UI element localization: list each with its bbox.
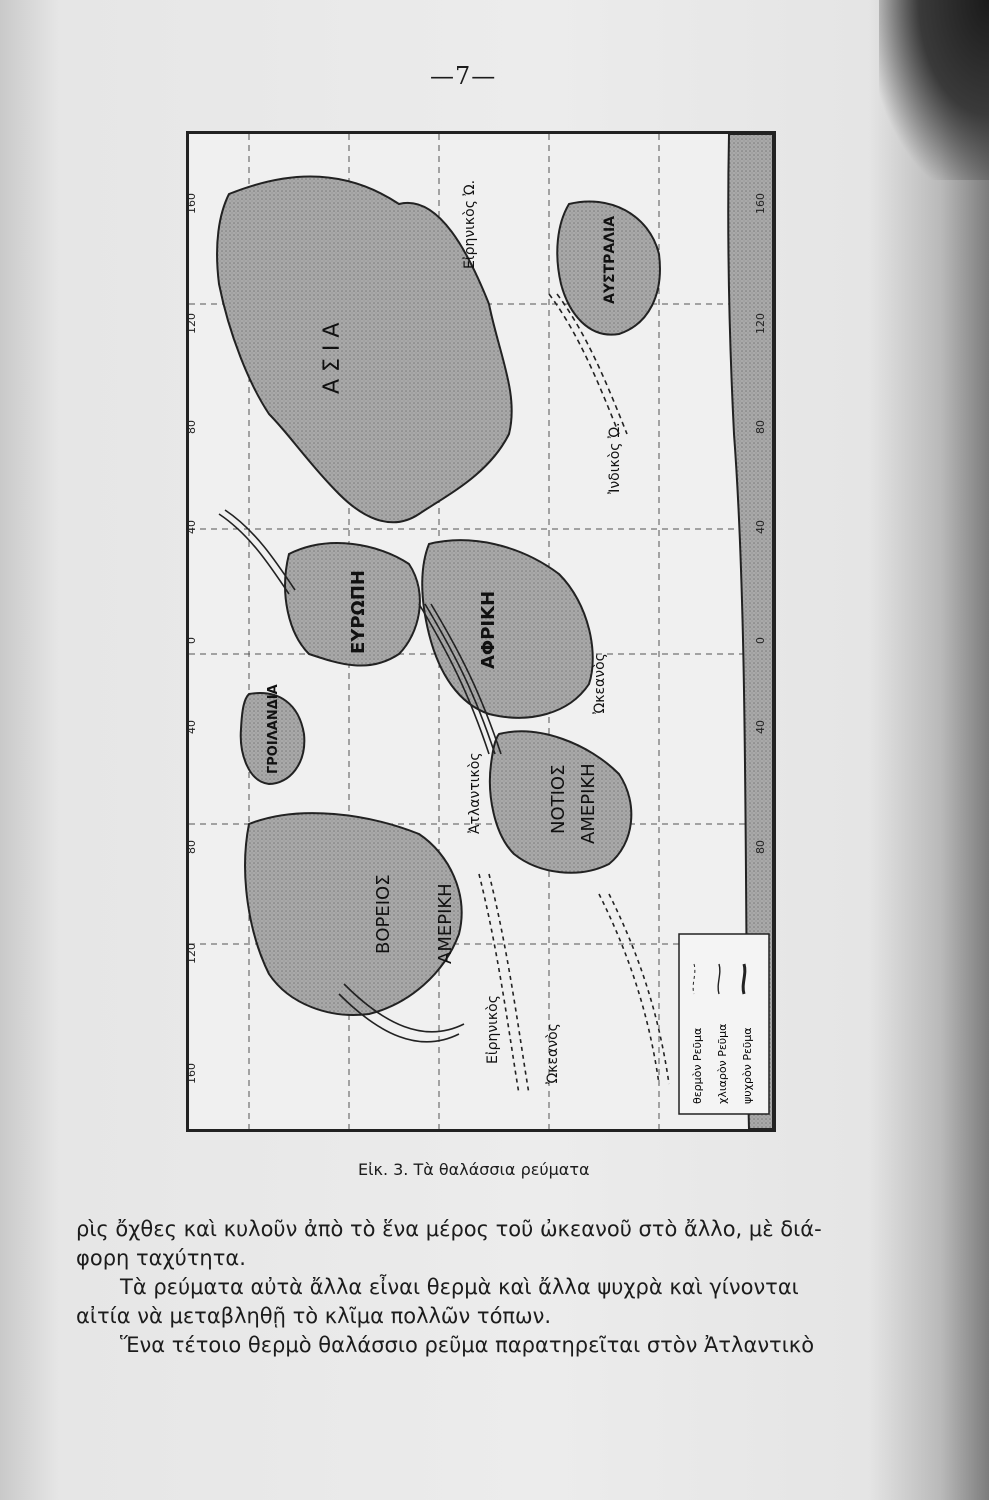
- label-atlantic-1: Ἀτλαντικὸς: [467, 752, 483, 834]
- body-line: αἰτία νὰ μεταβληθῇ τὸ κλῖμα πολλῶν τόπων.: [76, 1304, 552, 1328]
- legend-cold: ψυχρὸν Ρεῦμα: [741, 1027, 754, 1104]
- tick-label: 120: [185, 943, 198, 964]
- label-africa: ΑΦΡΙΚΗ: [478, 590, 499, 669]
- tick-label: 160: [185, 193, 198, 214]
- figure-caption: Εἰκ. 3. Τὰ θαλάσσια ρεύματα: [358, 1160, 590, 1179]
- label-pacific-south-1: Εἰρηνικὸς: [485, 995, 501, 1064]
- tick-label: 80: [754, 840, 767, 854]
- label-europe: ΕΥΡΩΠΗ: [348, 570, 369, 654]
- label-pacific-south-2: Ὠκεανὸς: [545, 1023, 561, 1084]
- legend-mild: χλιαρὸν Ρεῦμα: [716, 1023, 729, 1104]
- label-indian-ocean: Ἰνδικὸς Ὠ.: [607, 422, 623, 494]
- label-south-america-2: ΑΜΕΡΙΚΗ: [578, 763, 599, 844]
- body-line: Τὰ ρεύματα αὐτὰ ἄλλα εἶναι θερμὰ καὶ ἄλλα ψυχρὰ καὶ γίνονται: [120, 1275, 799, 1299]
- body-paragraph: [76, 1215, 896, 1360]
- label-south-america-1: ΝΟΤΙΟΣ: [548, 764, 569, 834]
- label-atlantic-2: Ὠκεανὸς: [592, 653, 608, 714]
- label-pacific-north: Εἰρηνικὸς Ὠ.: [462, 179, 478, 269]
- tick-label: 40: [754, 720, 767, 734]
- tick-label: 160: [185, 1063, 198, 1084]
- body-line: φορη ταχύτητα.: [76, 1246, 246, 1270]
- page-corner-shadow: [879, 0, 989, 180]
- tick-label: 80: [185, 420, 198, 434]
- tick-label: 0: [754, 637, 767, 644]
- body-line: Ἕνα τέτοιο θερμὸ θαλάσσιο ρεῦμα παρατηρεῖται στὸν Ἀτλαντικὸ: [120, 1333, 815, 1357]
- tick-label: 0: [185, 637, 198, 644]
- legend-warm: θερμὸν Ρεῦμα: [691, 1027, 704, 1104]
- tick-label: 40: [185, 520, 198, 534]
- world-ocean-currents-map: [186, 131, 776, 1132]
- label-greenland: ΓΡΟΙΛΑΝΔΙΑ: [266, 684, 281, 774]
- label-north-america-2: ΑΜΕΡΙΚΗ: [435, 883, 456, 964]
- map-svg: [185, 134, 773, 1129]
- top-ticks: [185, 193, 198, 1084]
- tick-label: 120: [754, 313, 767, 334]
- label-north-america-1: ΒΟΡΕΙΟΣ: [373, 874, 394, 954]
- body-line: ρὶς ὄχθες καὶ κυλοῦν ἀπὸ τὸ ἕνα μέρος τοῦ ὠκεανοῦ στὸ ἄλλο, μὲ διά-: [76, 1217, 822, 1241]
- tick-label: 40: [185, 720, 198, 734]
- label-asia: Α Σ Ι Α: [320, 322, 345, 394]
- legend-cold-symbol: [743, 964, 745, 994]
- tick-label: 80: [185, 840, 198, 854]
- label-australia: ΑΥΣΤΡΑΛΙΑ: [602, 215, 618, 304]
- page-number: —7—: [430, 62, 497, 90]
- tick-label: 40: [754, 520, 767, 534]
- map-legend: [679, 934, 769, 1114]
- tick-label: 160: [754, 193, 767, 214]
- tick-label: 120: [185, 313, 198, 334]
- tick-label: 80: [754, 420, 767, 434]
